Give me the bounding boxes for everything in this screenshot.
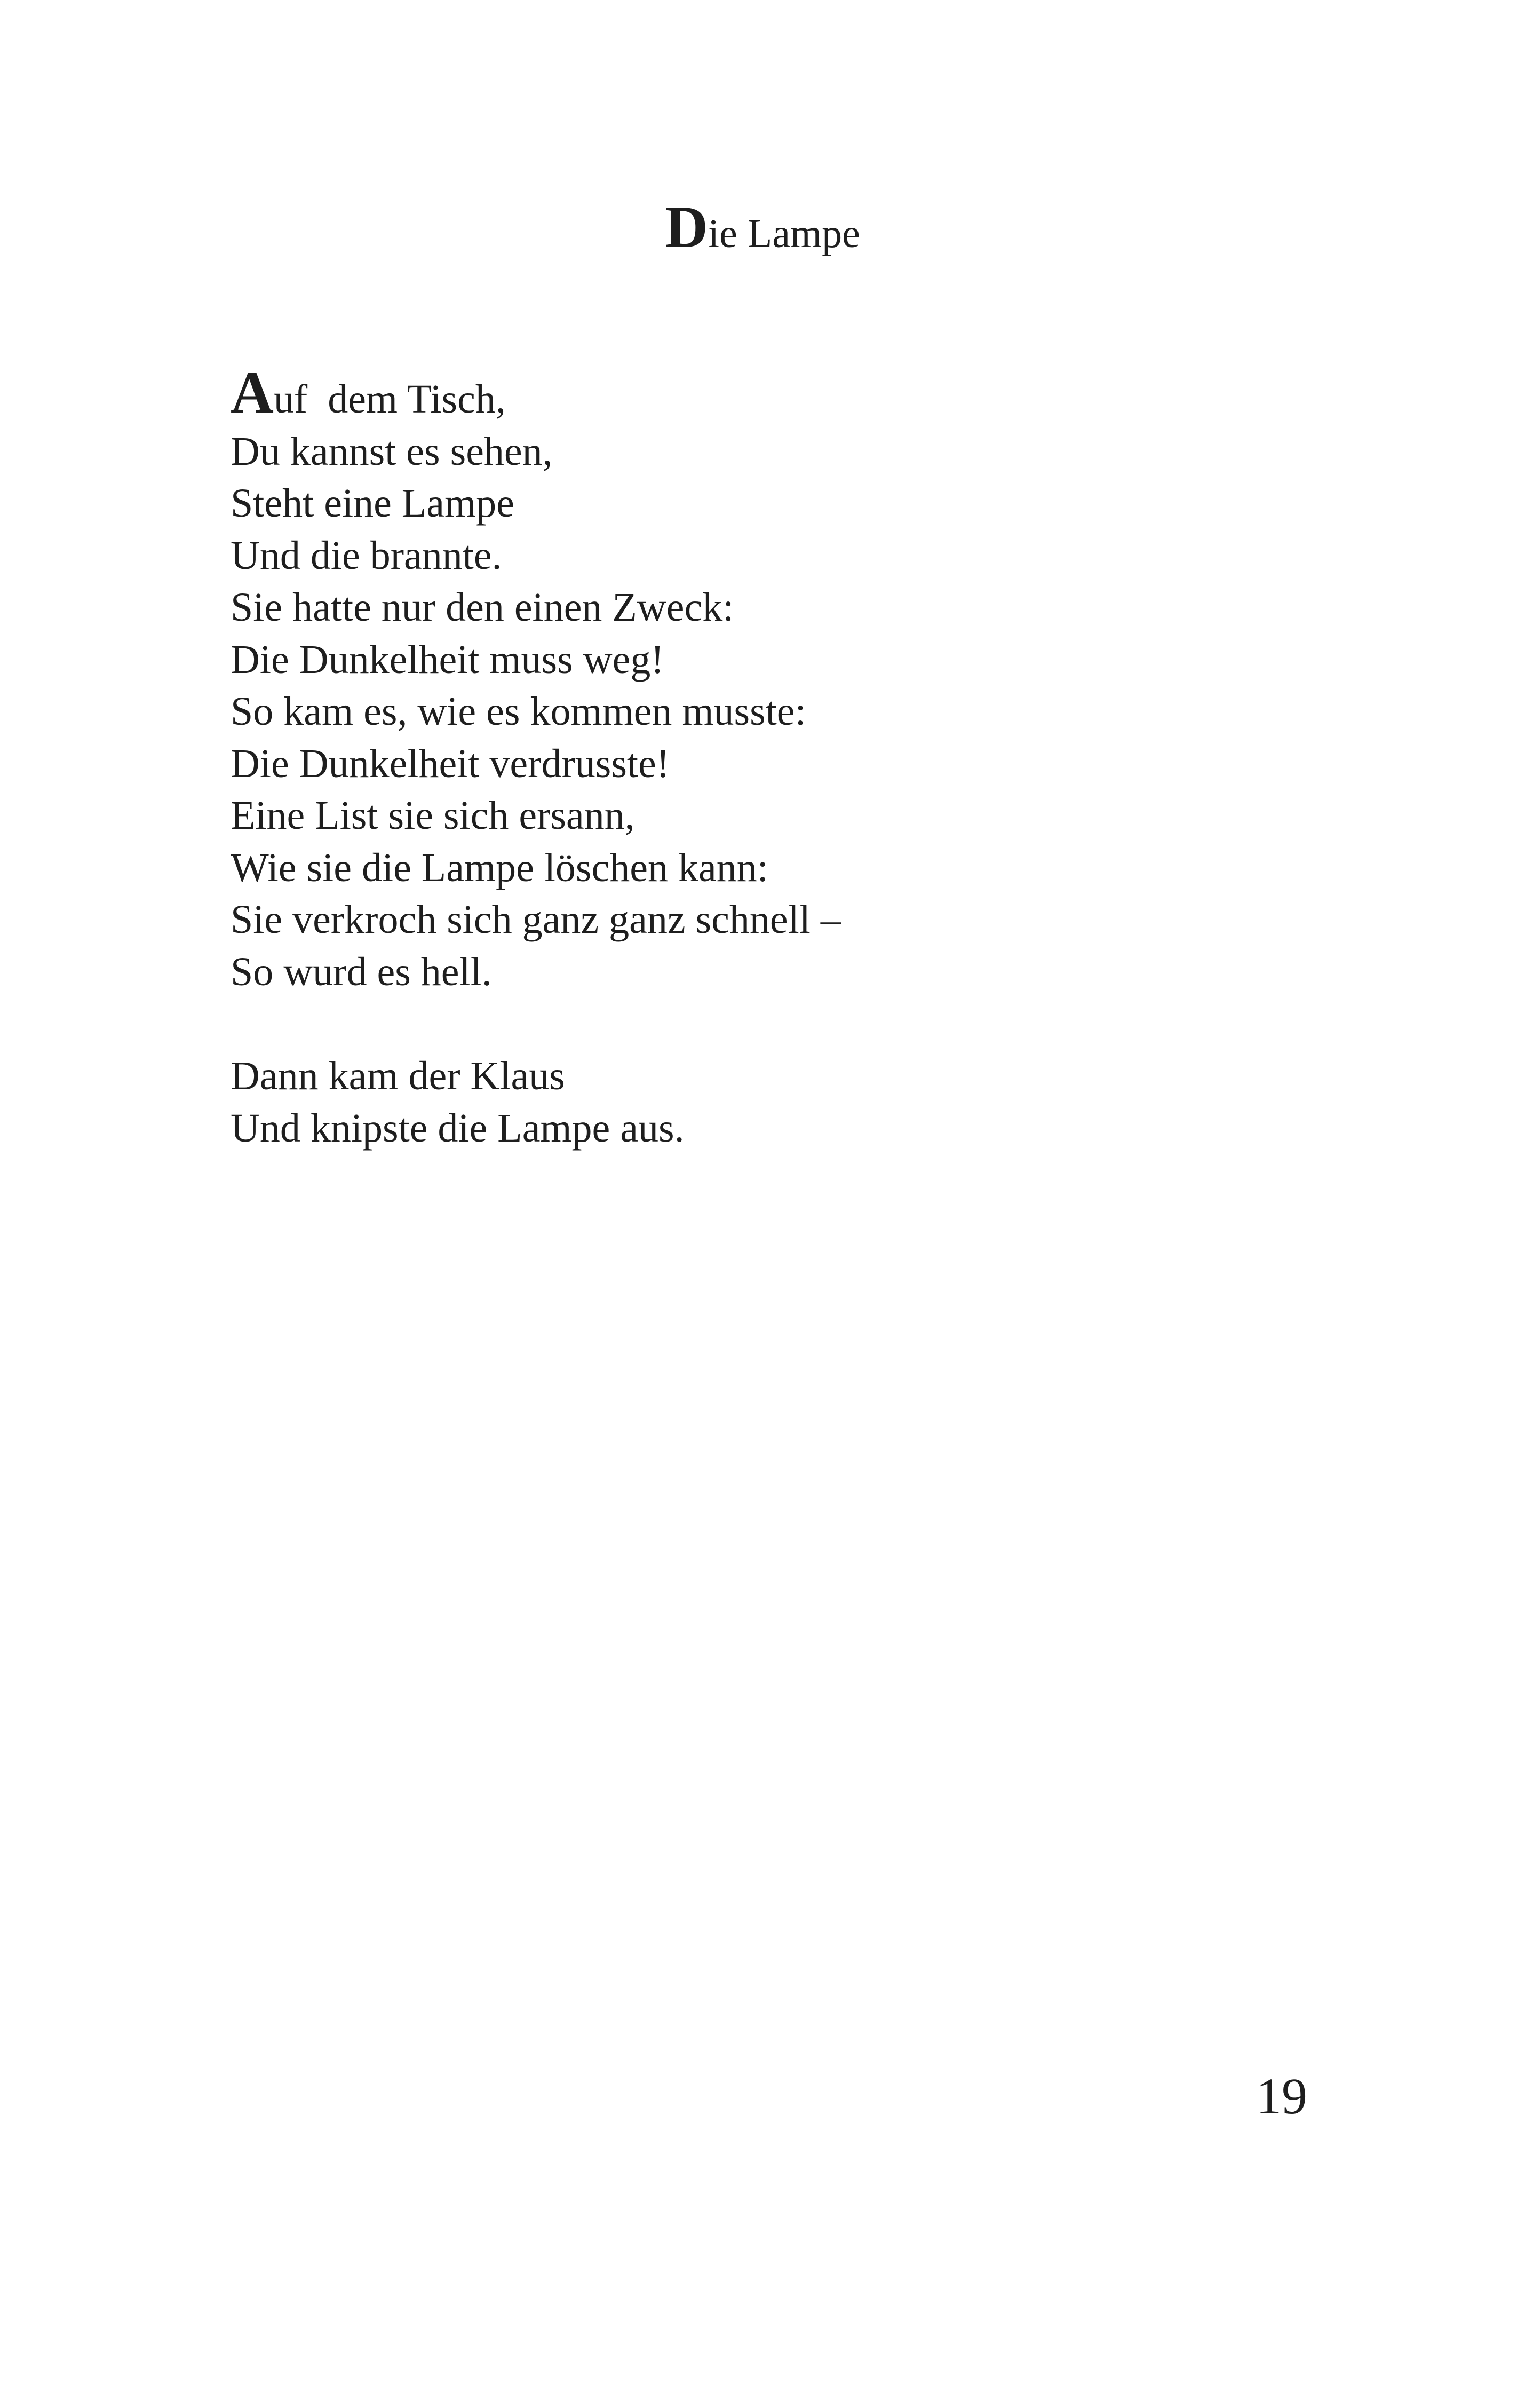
page-number: 19 (1256, 2068, 1307, 2125)
poem-body (231, 360, 1298, 1154)
poem-line: Die Dunkelheit verdrusste! (231, 741, 670, 786)
poem-title (0, 194, 1525, 260)
poem-line: Und knipste die Lampe aus. (231, 1105, 685, 1151)
title-initial: D (665, 194, 709, 260)
poem-line: Sie hatte nur den einen Zweck: (231, 585, 734, 630)
poem-line: Und die brannte. (231, 533, 502, 578)
poem-line: Du kannst es sehen, (231, 429, 553, 474)
poem-line: Eine List sie sich ersann, (231, 793, 635, 838)
poem-line: So kam es, wie es kommen musste: (231, 689, 806, 734)
poem-line: Steht eine Lampe (231, 481, 514, 526)
line-rest: uf dem Tisch, (273, 377, 506, 422)
poem-line: Die Dunkelheit muss weg! (231, 637, 664, 682)
stanza-2 (231, 1050, 1298, 1154)
stanza-1 (231, 360, 1298, 998)
title-rest: ie Lampe (708, 211, 860, 256)
poem-line: Sie verkroch sich ganz ganz schnell – (231, 897, 841, 942)
poem-line: Dann kam der Klaus (231, 1054, 565, 1098)
poem-line: So wurd es hell. (231, 949, 492, 994)
poem-line: Wie sie die Lampe löschen kann: (231, 845, 768, 890)
poem-line (231, 360, 1298, 426)
line-initial: A (231, 360, 274, 426)
